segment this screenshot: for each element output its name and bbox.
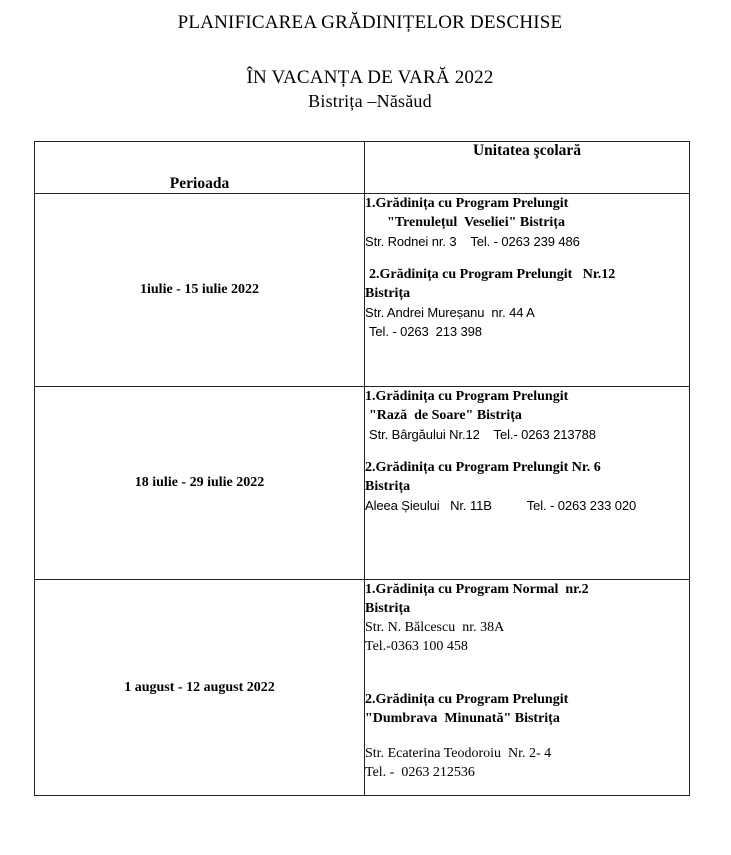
school-name: 1.Grădinița cu Program Prelungit (365, 389, 569, 404)
table-header-row (35, 142, 690, 194)
table-row (35, 387, 690, 580)
school-entry (365, 580, 689, 656)
school-name: 2.Grădinița cu Program Prelungit Nr. 6 (365, 460, 601, 475)
school-address: Aleea Șieului Nr. 11B Tel. - 0263 233 020 (365, 498, 637, 513)
school-phone: Tel. - 0263 212536 (365, 765, 475, 780)
school-address: Str. Rodnei nr. 3 Tel. - 0263 239 486 (365, 234, 580, 249)
school-entry (365, 265, 689, 341)
school-name-cont: Bistrița (365, 286, 411, 301)
school-name-cont: Bistrița (365, 601, 411, 616)
school-name-cont: "Dumbrava Minunată" Bistrița (365, 711, 560, 726)
school-name: 1.Grădinița cu Program Prelungit (365, 196, 569, 211)
school-entry (365, 690, 689, 782)
document-region: Bistrița –Năsăud (308, 91, 432, 111)
school-name-cont: Bistrița (365, 479, 411, 494)
school-phone: Tel.-0363 100 458 (365, 639, 468, 654)
school-name-cont: "Trenulețul Veseliei" Bistrița (387, 215, 565, 230)
schedule-table (34, 141, 690, 796)
units-cell (365, 194, 690, 387)
school-entry (365, 194, 689, 251)
column-header-period: Perioada (35, 142, 365, 194)
school-address: Str. Bârgăului Nr.12 Tel.- 0263 213788 (369, 427, 596, 442)
period-cell: 1 august - 12 august 2022 (35, 580, 365, 796)
document-title: PLANIFICAREA GRĂDINIȚELOR DESCHISE (177, 12, 563, 33)
school-address: Str. Ecaterina Teodoroiu Nr. 2- 4 (365, 746, 552, 761)
period-cell: 18 iulie - 29 iulie 2022 (35, 387, 365, 580)
table-row (35, 194, 690, 387)
school-name: 1.Grădinița cu Program Normal nr.2 (365, 582, 589, 597)
school-address: Str. Andrei Mureșanu nr. 44 A (365, 305, 535, 320)
document-subtitle: ÎN VACANȚA DE VARĂ 2022 (246, 67, 494, 88)
school-name-cont: "Rază de Soare" Bistrița (369, 408, 522, 423)
units-cell (365, 387, 690, 580)
table-row (35, 580, 690, 796)
school-name: 2.Grădinița cu Program Prelungit (365, 692, 569, 707)
school-address: Str. N. Bălcescu nr. 38A (365, 620, 505, 635)
school-entry (365, 458, 689, 515)
period-cell: 1iulie - 15 iulie 2022 (35, 194, 365, 387)
column-header-unit: Unitatea şcolară (365, 142, 690, 194)
units-cell (365, 580, 690, 796)
school-entry (365, 387, 689, 444)
school-phone: Tel. - 0263 213 398 (369, 324, 482, 339)
school-name: 2.Grădinița cu Program Prelungit Nr.12 (369, 267, 616, 282)
